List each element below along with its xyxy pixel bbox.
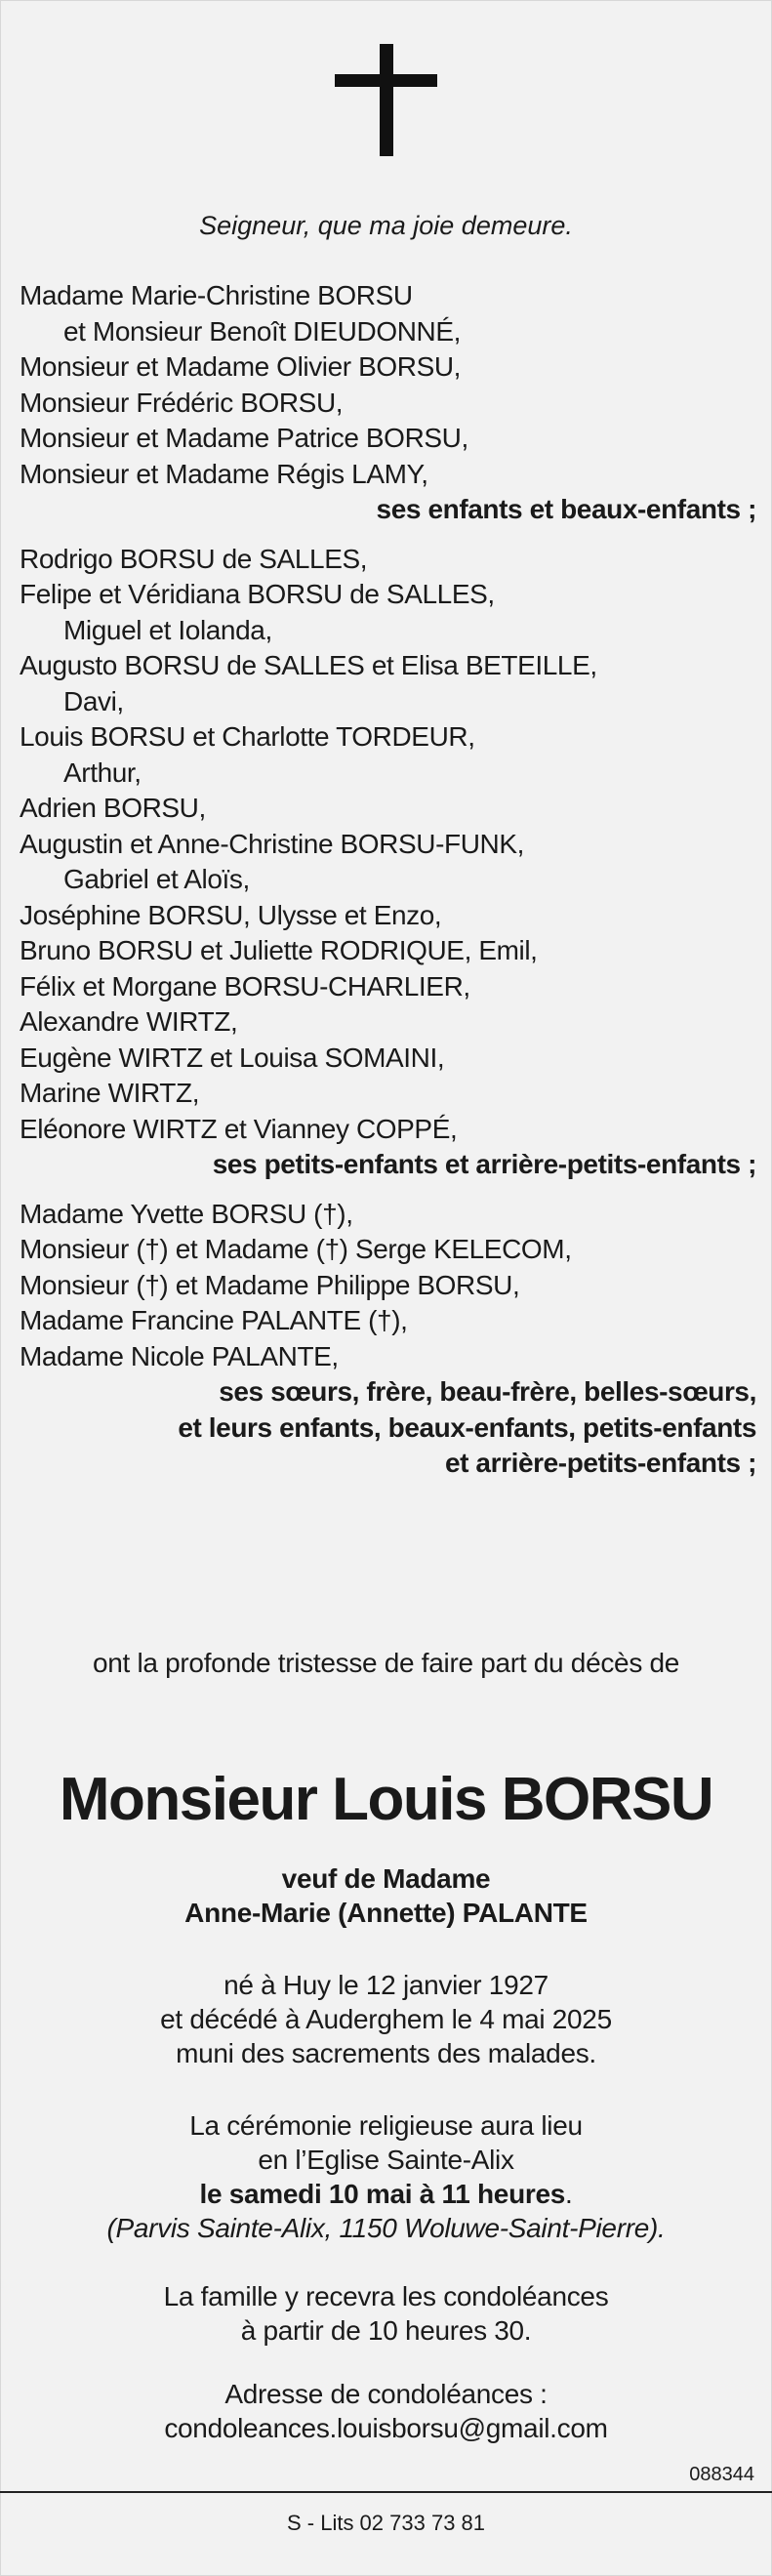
ceremony-info [0,2108,772,2245]
cross-icon [335,44,437,156]
relation-label: ses petits-enfants et arrière-petits-enfants ; [212,1149,756,1179]
group-gap [20,528,756,542]
group-gap [20,1183,756,1197]
family-member-line: Joséphine BORSU, Ulysse et Enzo, [20,899,442,930]
relation-label: ses sœurs, frère, beau-frère, belles-sœurs, [219,1376,756,1407]
motto: Seigneur, que ma joie demeure. [199,211,573,240]
family-member-line: Eugène WIRTZ et Louisa SOMAINI, [20,1042,445,1073]
family-member-line: Monsieur et Madame Patrice BORSU, [20,423,468,453]
condolences-line-1: La famille y recevra les condoléances [163,2281,609,2311]
family-member-line: Rodrigo BORSU de SALLES, [20,543,368,574]
family-member-line: Madame Nicole PALANTE, [20,1340,339,1371]
deceased-name: Monsieur Louis BORSU [59,1766,713,1833]
relation-label: et leurs enfants, beaux-enfants, petits-enfants [178,1411,756,1443]
spouse-line-1: veuf de Madame [281,1863,491,1894]
life-dates [0,1968,772,2070]
birth-line: né à Huy le 12 janvier 1927 [223,1970,549,2000]
death-line: et décédé à Auderghem le 4 mai 2025 [160,2004,612,2034]
ceremony-line-1: La cérémonie religieuse aura lieu [189,2110,583,2141]
footer-divider [0,2491,772,2493]
relation-label: et arrière-petits-enfants ; [444,1448,756,1478]
family-member-line: Bruno BORSU et Juliette RODRIQUE, Emil, [20,935,538,965]
family-member-line: Louis BORSU et Charlotte TORDEUR, [20,721,475,752]
ceremony-when [0,2177,772,2211]
family-member-line: Monsieur (†) et Madame (†) Serge KELECOM, [20,1234,572,1264]
family-member-line: Monsieur (†) et Madame Philippe BORSU, [20,1269,520,1300]
family-member-line: Madame Yvette BORSU (†), [20,1198,353,1229]
family-member-line: Marine WIRTZ, [20,1078,200,1108]
reference-number: 088344 [689,2464,754,2485]
relation-label: ses enfants et beaux-enfants ; [376,494,756,524]
contact-label: Adresse de condoléances : [224,2379,548,2409]
spouse-info [0,1861,772,1930]
announcement: ont la profonde tristesse de faire part du décès de [92,1648,680,1678]
family-member-line: Monsieur et Madame Régis LAMY, [20,458,428,489]
condolences-info [0,2279,772,2348]
ceremony-period: . [565,2179,573,2209]
spouse-line-2: Anne-Marie (Annette) PALANTE [184,1898,588,1928]
family-member-line: Felipe et Véridiana BORSU de SALLES, [20,579,495,609]
family-member-line: Monsieur Frédéric BORSU, [20,387,344,418]
ceremony-datetime: le samedi 10 mai à 11 heures [199,2179,566,2209]
funeral-service-footer: S - Lits 02 733 73 81 [286,2511,486,2535]
sacraments-line: muni des sacrements des malades. [176,2038,596,2068]
family-member-line: Monsieur et Madame Olivier BORSU, [20,351,462,382]
family-member-line: Gabriel et Aloïs, [63,864,250,894]
family-member-line: Madame Marie-Christine BORSU [20,280,413,310]
condolences-line-2: à partir de 10 heures 30. [240,2315,532,2346]
ceremony-address: (Parvis Sainte-Alix, 1150 Woluwe-Saint-Pierre). [106,2213,666,2243]
contact-info [0,2377,772,2445]
family-member-line: Davi, [63,685,124,716]
family-member-line: Adrien BORSU, [20,793,206,823]
family-member-line: Madame Francine PALANTE (†), [20,1305,408,1335]
family-member-line: Félix et Morgane BORSU-CHARLIER, [20,970,470,1002]
family-member-line: Miguel et Iolanda, [63,614,272,645]
family-member-line: Augustin et Anne-Christine BORSU-FUNK, [20,828,525,859]
ceremony-line-2: en l’Eglise Sainte-Alix [258,2145,514,2175]
contact-email[interactable]: condoleances.louisborsu@gmail.com [164,2413,608,2443]
family-member-line: Alexandre WIRTZ, [20,1006,238,1037]
family-list [20,278,756,1482]
family-member-line: et Monsieur Benoît DIEUDONNÉ, [63,315,461,347]
family-member-line: Arthur, [63,756,142,788]
family-member-line: Augusto BORSU de SALLES et Elisa BETEILLE, [20,650,597,680]
family-member-line: Eléonore WIRTZ et Vianney COPPÉ, [20,1113,458,1144]
